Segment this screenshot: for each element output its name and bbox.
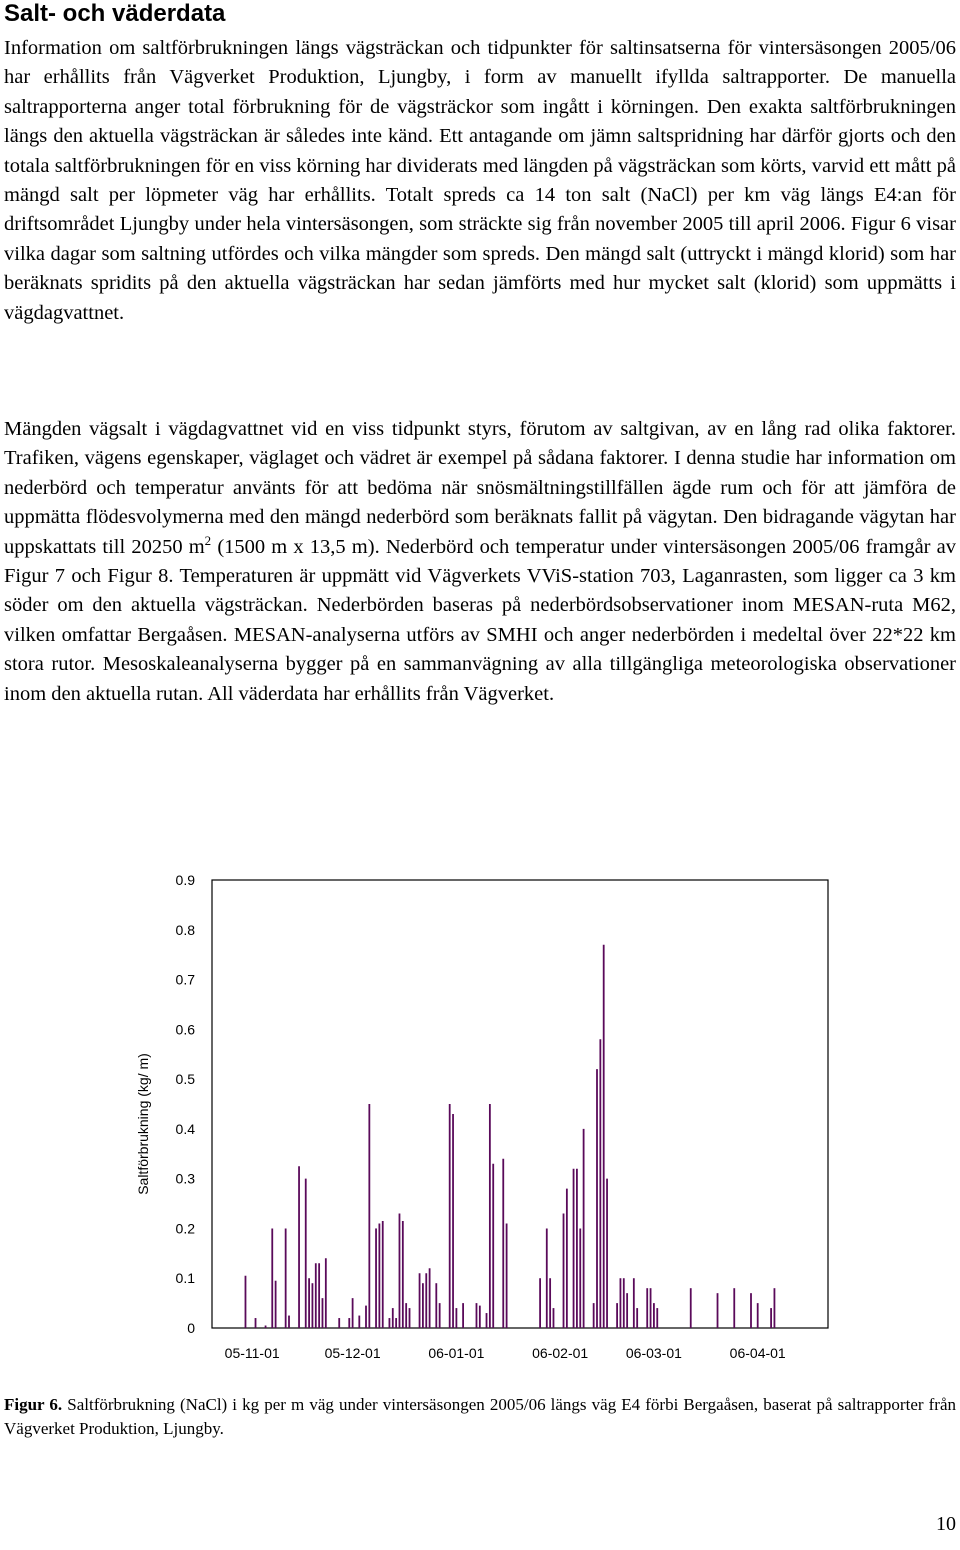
- x-tick-label: 06-02-01: [532, 1345, 589, 1361]
- y-tick-label: 0.2: [175, 1220, 195, 1237]
- y-axis-label: Saltförbrukning (kg/ m): [135, 1053, 151, 1195]
- y-tick-label: 0.8: [175, 921, 195, 938]
- page-number: 10: [936, 1513, 956, 1535]
- y-tick-label: 0: [187, 1320, 195, 1336]
- x-tick-label: 05-12-01: [324, 1345, 381, 1361]
- figure-6-chart: [0, 860, 960, 1380]
- paragraph-weather-text-1: Mängden vägsalt i vägdagvattnet vid en viss tidpunkt styrs, förutom av saltgivan, av en lång rad olika faktorer. Trafiken, vägens egenskaper, väglaget och vädret är exempel på sådana faktorer. I denna studie har information om nederbörd och temperatur använts för att bedöma när snösmältningstillfällen ägde rum och för att jämföra de uppmätta flödesvolymerna med den mängd nederbörd som beräknats fallit på vägytan. Den bidragande vägytan har uppskattats till 20250 m: [4, 418, 956, 558]
- x-tick-label: 06-03-01: [625, 1345, 682, 1361]
- caption-text: Saltförbrukning (NaCl) i kg per m väg under vintersäsongen 2005/06 längs väg E4 förbi Bergaåsen, baserat på saltrapporter från Vägverket Produktion, Ljungby.: [4, 1395, 956, 1438]
- paragraph-salt-data: Information om saltförbrukningen längs vägsträckan och tidpunkter för saltinsatserna för vintersäsongen 2005/06 har erhållits från Vägverket Produktion, Ljungby, i form av manuellt ifyllda saltrapporter. De manuella saltrapporterna anger total förbrukning för de vägsträckor som ingått i körningen. Den exakta saltförbrukningen längs den aktuella vägsträckan är således inte känd. Ett antagande om jämn saltspridning har därför gjorts och den totala saltförbrukningen för en viss körning har dividerats med längden på vägsträckan som körts, varvid ett mått på mängd salt per löpmeter väg har erhållits. Totalt spreds ca 14 ton salt (NaCl) per km väg längs E4:an för driftsområdet Ljungby under hela vintersäsongen, som sträckte sig från november 2005 till april 2006. Figur 6 visar vilka dagar som saltning utfördes och vilka mängder som spreds. Den mängd salt (uttryckt i mängd klorid) som har beräknats spridits på den aktuella vägsträckan har sedan jämförts med hur mycket salt (klorid) som uppmätts i vägdagvattnet.: [4, 37, 956, 324]
- section-heading: Salt- och väderdata: [4, 0, 226, 27]
- x-tick-label: 05-11-01: [224, 1345, 280, 1361]
- y-tick-label: 0.5: [175, 1071, 195, 1088]
- x-tick-label: 06-04-01: [729, 1345, 786, 1361]
- paragraph-weather-text-2: (1500 m x 13,5 m). Nederbörd och temperatur under vintersäsongen 2005/06 framgår av Figur 7 och Figur 8. Temperaturen är uppmätt vid Vägverkets VViS-station 703, Laganrasten, som ligger ca 3 km söder om den aktuella vägsträckan. Nederbörden baseras på nederbördsobservationer inom MESAN-ruta M62, vilken omfattar Bergaåsen. MESAN-analyserna utförs av SMHI och anger nederbörden i medeltal över 22*22 km stora rutor. Mesoskaleanalyserna bygger på en sammanvägning av alla tillgängliga meteorologiska observationer inom den aktuella rutan. All väderdata har erhållits från Vägverket.: [4, 535, 957, 705]
- y-tick-label: 0.4: [175, 1120, 195, 1137]
- salt-consumption-chart: [0, 860, 960, 1380]
- superscript-2: 2: [204, 532, 212, 548]
- y-tick-label: 0.3: [175, 1170, 195, 1187]
- paragraph-weather-data: [4, 415, 956, 709]
- y-tick-label: 0.9: [175, 872, 195, 888]
- y-tick-label: 0.6: [175, 1021, 195, 1038]
- x-tick-label: 06-01-01: [428, 1345, 485, 1361]
- figure-caption: [4, 1393, 956, 1441]
- caption-label: Figur 6.: [4, 1395, 63, 1414]
- y-tick-label: 0.1: [175, 1270, 195, 1287]
- y-tick-label: 0.7: [175, 971, 195, 988]
- plot-frame: [212, 880, 828, 1328]
